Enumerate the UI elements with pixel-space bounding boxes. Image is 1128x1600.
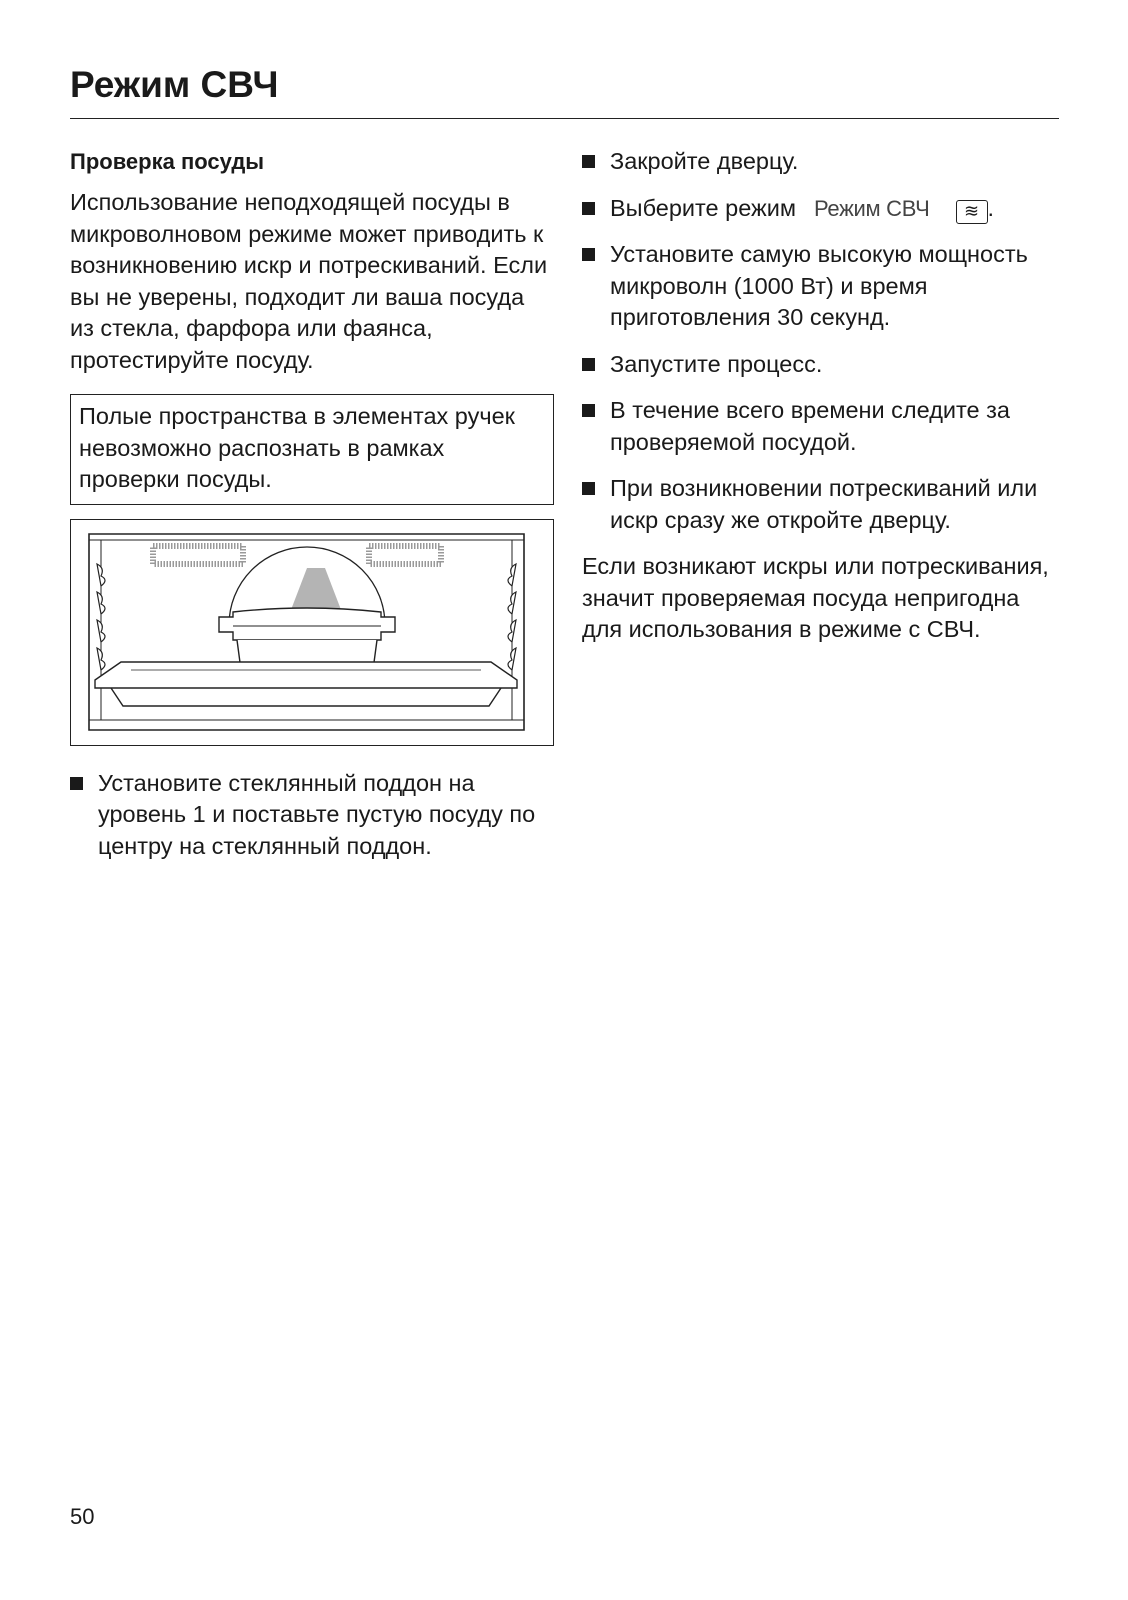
step-text: Закройте дверцу. <box>610 148 799 174</box>
step-text: Запустите процесс. <box>610 350 823 377</box>
square-bullet-icon <box>582 482 595 495</box>
square-bullet-icon <box>70 777 83 790</box>
intro-paragraph: Использование неподходящей посуды в микроволновом режиме может приводить к возникновению искр и потрескиваний. Если вы не уверены, подходит ли ваша посуда из стекла, фарфора или фаянса, протестируйте посуду. <box>70 189 548 373</box>
step-suffix: . <box>987 194 995 221</box>
square-bullet-icon <box>582 202 595 215</box>
list-item <box>582 193 1060 225</box>
square-bullet-icon <box>582 404 595 417</box>
list-item <box>582 146 1060 178</box>
square-bullet-icon <box>582 358 595 371</box>
section-heading: Проверка посуды <box>70 149 265 174</box>
step-text: Выберите режим <box>610 194 797 221</box>
list-item <box>582 349 1060 381</box>
page-title: Режим СВЧ <box>70 64 279 105</box>
square-bullet-icon <box>582 155 595 168</box>
left-column <box>70 146 554 877</box>
oven-cavity-with-dish-illustration <box>71 520 542 745</box>
list-item <box>70 768 554 863</box>
mode-display-label: Режим СВЧ <box>814 195 930 221</box>
list-item <box>582 395 1060 458</box>
list-item <box>582 473 1060 536</box>
microwave-waves-icon: ≋ <box>956 200 988 224</box>
page-number: 50 <box>70 1504 95 1529</box>
conclusion-paragraph: Если возникают искры или потрескивания, значит проверяемая посуда непригодна для использования в режиме с СВЧ. <box>582 553 1049 642</box>
right-column <box>582 146 1060 646</box>
note-box: Полые пространства в элементах ручек невозможно распознать в рамках проверки посуды. <box>70 394 554 505</box>
step-text: Установите стеклянный поддон на уровень 1 и поставьте пустую посуду по центру на стеклянный поддон. <box>98 769 536 859</box>
step-text: В течение всего времени следите за проверяемой посудой. <box>610 397 1010 455</box>
square-bullet-icon <box>582 248 595 261</box>
right-steps-list <box>582 146 1060 536</box>
list-item <box>582 239 1060 334</box>
oven-illustration <box>70 519 554 746</box>
title-divider <box>70 118 1059 119</box>
step-text: Установите самую высокую мощность микроволн (1000 Вт) и время приготовления 30 секунд. <box>610 241 1028 330</box>
step-text: При возникновении потрескиваний или искр сразу же откройте дверцу. <box>610 475 1038 533</box>
left-steps-list <box>70 768 554 863</box>
